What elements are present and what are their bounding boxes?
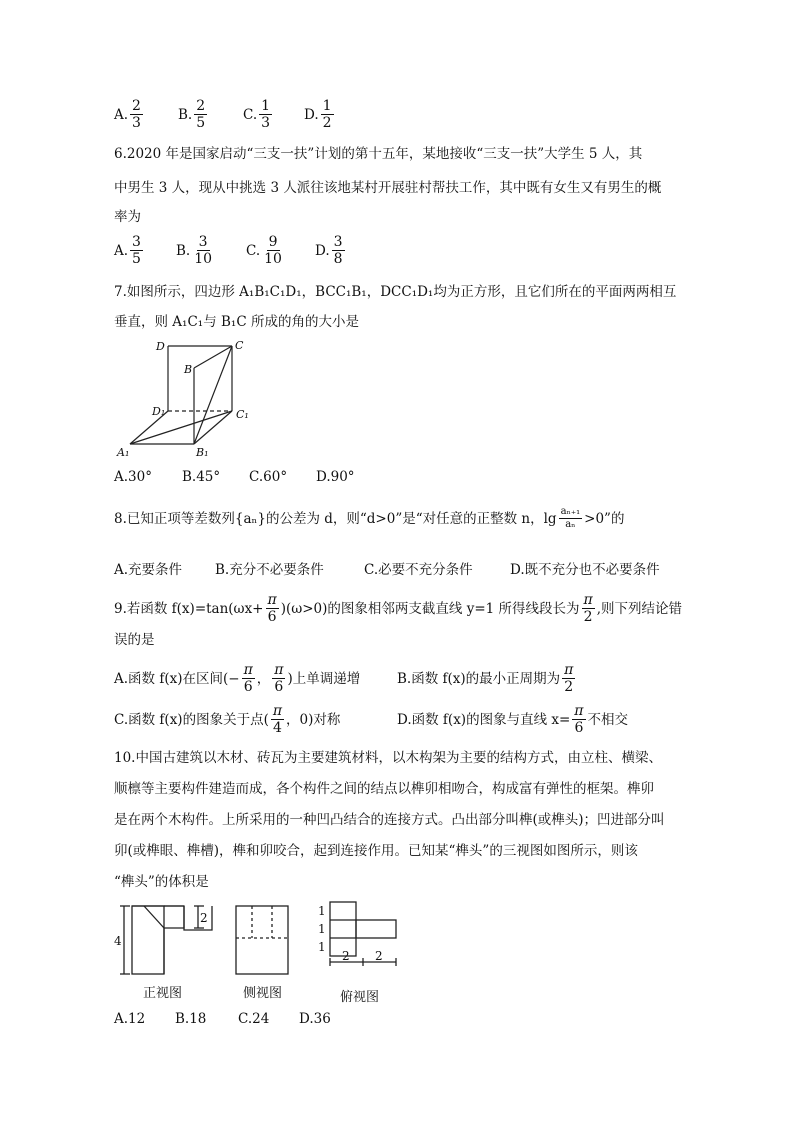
q10-option-d[interactable]: D.36 [299,1011,331,1027]
dim-label-2: 2 [375,949,383,963]
fraction: $\frac{\pi}{6}$ [243,662,253,695]
label-b1: B₁ [196,446,209,459]
q10-option-b[interactable]: B.18 [175,1011,207,1027]
q6-option-a[interactable]: A. $\frac{3}{5}$ [114,234,141,267]
front-view-slant [144,906,164,928]
q7-option-d[interactable]: D.90° [316,469,355,485]
dim-label-2: 2 [200,911,208,925]
fraction: $\frac{2}{3}$ [132,98,141,131]
fraction: $\frac{3}{8}$ [333,234,343,267]
top-view-caption: 俯视图 [340,990,380,1005]
diagonal-a1c1 [130,411,232,444]
side-view-caption: 侧视图 [243,986,283,1001]
fraction: $\frac{\pi}{2}$ [583,592,593,625]
diagonal-b1c [194,346,232,444]
q7-stem-line-2: 垂直，则 A₁C₁与 B₁C 所成的角的大小是 [114,314,359,330]
top-view-tenon [356,920,396,938]
front-view-caption: 正视图 [143,986,183,1001]
q7-option-c[interactable]: C.60° [249,469,288,485]
fraction: $\frac{9}{10}$ [264,234,282,267]
q6-option-d[interactable]: D. $\frac{3}{8}$ [315,234,343,267]
q10-stem-line-4: 卯(或榫眼、榫槽)，榫和卯咬合，起到连接作用。已知某“榫头”的三视图如图所示，则该 [114,843,638,859]
q8-stem: 8.已知正项等差数列{aₙ}的公差为 d，则“d>0”是“对任意的正整数 n，lg $\frac{\text{aₙ₊₁}}{\text{aₙ}}$ >0”的 [114,506,625,530]
label-d: D [156,340,165,353]
label-a1: A₁ [117,446,130,459]
fraction: $\frac{3}{10}$ [194,234,213,267]
q10-stem-line-5: “榫头”的体积是 [114,874,209,890]
q9-option-c[interactable]: C.函数 f(x)的图象关于点( $\frac{\pi}{4}$ ，0)对称 [114,703,341,736]
q8-option-d[interactable]: D.既不充分也不必要条件 [510,562,660,578]
q9-stem-line-2: 误的是 [114,632,155,648]
label-b: B [184,363,193,376]
q8-option-a[interactable]: A.充要条件 [114,562,183,578]
q7-stem-line-1: 7.如图所示，四边形 A₁B₁C₁D₁，BCC₁B₁，DCC₁D₁均为正方形，且它们所在的平面两两相互 [114,284,677,300]
q9-option-d[interactable]: D.函数 f(x)的图象与直线 x= $\frac{\pi}{6}$ 不相交 [397,703,628,736]
fraction: $\frac{\pi}{6}$ [267,592,277,625]
q9-option-b[interactable]: B.函数 f(x)的最小正周期为 $\frac{\pi}{2}$ [397,662,574,695]
fraction: $\frac{\pi}{4}$ [272,703,283,736]
q10-stem-line-2: 顺檩等主要构件建造而成，各个构件之间的结点以榫卯相吻合，构成富有弹性的框架。榫卯 [114,781,654,797]
dim-label-1: 1 [318,904,326,918]
q6-option-b[interactable]: B. $\frac{3}{10}$ [176,234,213,267]
fraction: $\frac{\pi}{6}$ [274,662,284,695]
front-view-tenon [164,906,184,928]
q6-stem-line-3: 率为 [114,209,141,225]
front-view-post [132,906,164,974]
fraction: $\frac{\pi}{2}$ [564,662,574,695]
q8-option-c[interactable]: C.必要不充分条件 [364,562,473,578]
dim-label-1: 1 [318,922,326,936]
q9-stem-line-1: 9.若函数 f(x)=tan(ωx+ $\frac{\pi}{6}$ )(ω>0)的图象相邻两支截直线 y=1 所得线段长为 $\frac{\pi}{2}$ ,则下列结论错 [114,592,683,625]
q10-stem-line-1: 10.中国古建筑以木材、砖瓦为主要建筑材料，以木构架为主要的结构方式，由立柱、横梁、 [114,750,662,766]
top-view-post [330,902,356,956]
edge-b1c1 [194,411,232,444]
fraction: $\frac{1}{3}$ [261,98,271,131]
fraction: $\frac{\pi}{6}$ [574,703,584,736]
q10-option-c[interactable]: C.24 [238,1011,270,1027]
q9-option-a[interactable]: A.函数 f(x)在区间(− $\frac{\pi}{6}$ ， $\frac{\pi}{6}$ )上单调递增 [114,662,361,695]
q7-option-b[interactable]: B.45° [182,469,221,485]
q5-option-d[interactable]: D. $\frac{1}{2}$ [304,98,332,131]
label-c: C [235,339,244,352]
q7-cube-figure [112,336,272,462]
fraction: $\frac{1}{2}$ [322,98,332,131]
edge-cb [194,346,232,368]
fraction: $\frac{2}{5}$ [196,98,206,131]
label-c1: C₁ [236,408,249,421]
fraction: $\frac{\text{aₙ₊₁}}{\text{aₙ}}$ [560,506,581,530]
q8-option-b[interactable]: B.充分不必要条件 [215,562,324,578]
fraction: $\frac{3}{5}$ [132,234,141,267]
q6-stem-line-2: 中男生 3 人，现从中挑选 3 人派往该地某村开展驻村帮扶工作，其中既有女生又有男生的概 [114,180,662,196]
q6-stem-line-1: 6.2020 年是国家启动“三支一扶”计划的第十五年，某地接收“三支一扶”大学生 5 人，其 [114,146,643,162]
q10-stem-line-3: 是在两个木构件。上所采用的一种凹凸结合的连接方式。凸出部分叫榫(或榫头)；凹进部分叫 [114,812,665,828]
q10-three-views-figure [112,898,412,978]
q5-option-a[interactable]: A. $\frac{2}{3}$ [114,98,141,131]
q6-option-c[interactable]: C. $\frac{9}{10}$ [246,234,282,267]
q7-option-a[interactable]: A.30° [114,469,152,485]
q5-option-b[interactable]: B. $\frac{2}{5}$ [178,98,206,131]
side-view-outline [236,906,288,974]
q5-option-c[interactable]: C. $\frac{1}{3}$ [243,98,271,131]
dim-label-1: 1 [318,940,326,954]
dim-label-4: 4 [114,934,122,948]
q10-option-a[interactable]: A.12 [114,1011,146,1027]
label-d1: D₁ [152,405,166,418]
dim-label-2: 2 [342,949,350,963]
